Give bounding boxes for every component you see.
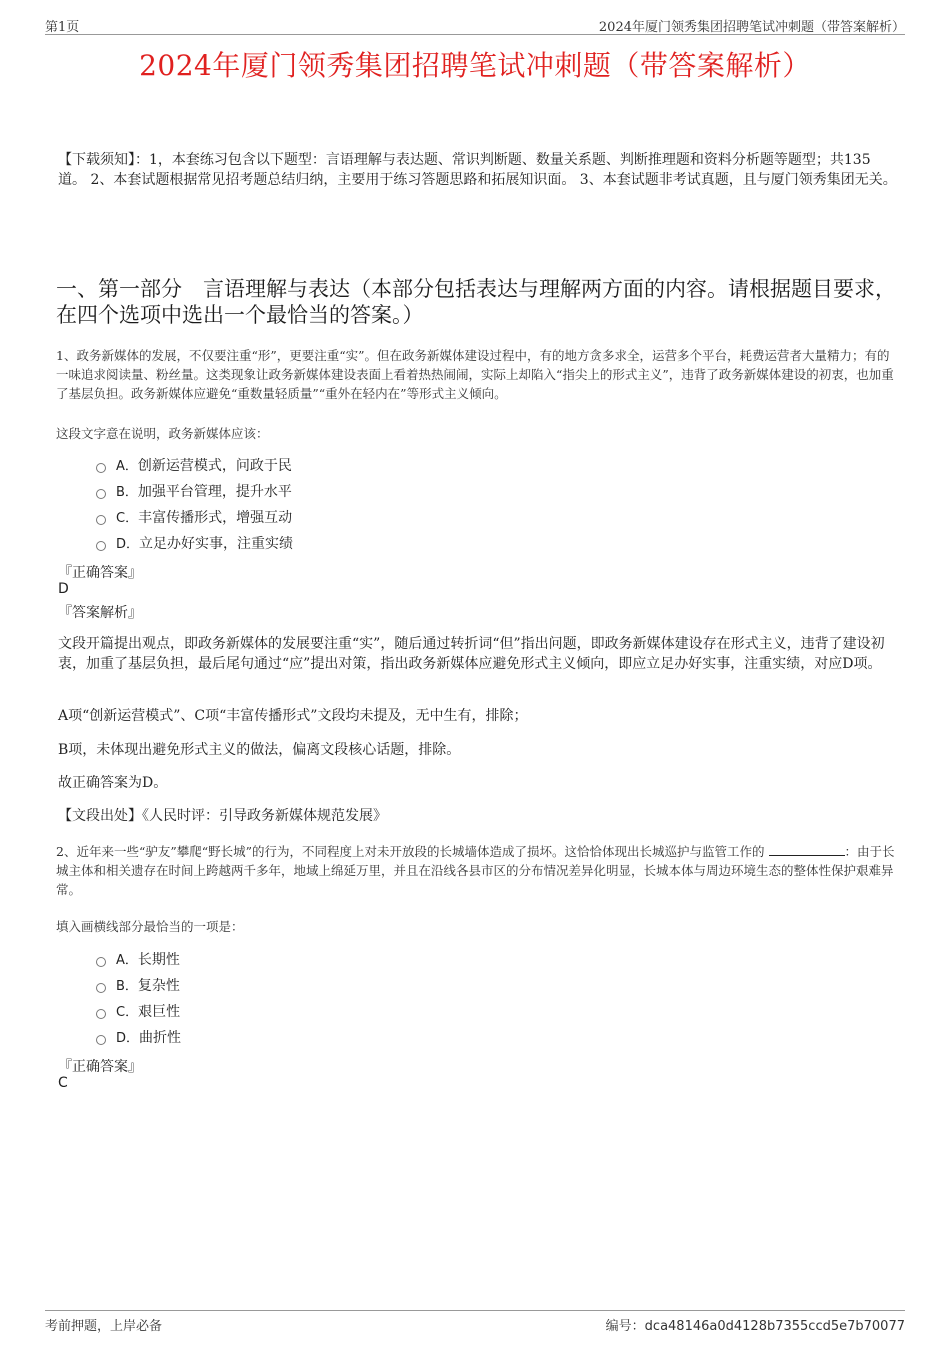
document-title: 2024年厦门领秀集团招聘笔试冲刺题（带答案解析） <box>139 49 811 82</box>
section-heading: 一、第一部分 言语理解与表达（本部分包括表达与理解两方面的内容。请根据题目要求，在四个选项中选出一个最恰当的答案。） <box>56 277 896 327</box>
radio-icon[interactable] <box>96 983 106 993</box>
question-1-analysis-label: 『答案解析』 <box>58 605 142 621</box>
footer-slogan: 考前押题，上岸必备 <box>45 1319 163 1334</box>
page-header <box>45 14 905 35</box>
question-1-option-c[interactable]: C．丰富传播形式，增强互动 <box>96 508 292 528</box>
page-number: 第1页 <box>45 20 80 35</box>
question-1-prompt: 这段文字意在说明，政务新媒体应该： <box>56 426 269 441</box>
question-2-answer-label: 『正确答案』 <box>58 1059 142 1075</box>
radio-icon[interactable] <box>96 515 106 525</box>
question-1-source: 【文段出处】《人民时评：引导政务新媒体规范发展》 <box>58 808 387 824</box>
question-1-text: 1、政务新媒体的发展，不仅要注重“形”，更要注重“实”。但在政务新媒体建设过程中，有的地方贪多求全，运营多个平台，耗费运营者大量精力；有的一味追求阅读量、粉丝量。这类现象让政务新媒体建设表面上看着热热闹闹，实际上却陷入“指尖上的形式主义”，违背了政务新媒体建设的初衷，也加重了基层负担。政务新媒体应避免“重数量轻质量”“重外在轻内在”等形式主义倾向。 <box>56 348 894 401</box>
fill-in-blank <box>769 843 845 856</box>
question-2-answer: C <box>58 1075 68 1091</box>
radio-icon[interactable] <box>96 463 106 473</box>
header-doc-title: 2024年厦门领秀集团招聘笔试冲刺题（带答案解析） <box>598 20 905 35</box>
question-1-answer-label: 『正确答案』 <box>58 565 142 581</box>
question-1-analysis-paragraph: 文段开篇提出观点，即政务新媒体的发展要注重“实”，随后通过转折词“但”指出问题，即政务新媒体建设存在形式主义，违背了建设初衷，加重了基层负担，最后尾句通过“应”提出对策，指出政务新媒体应避免形式主义倾向，即应立足办好实事，注重实绩，对应D项。 <box>58 636 885 672</box>
question-1-answer: D <box>58 581 69 597</box>
page-footer <box>45 1310 905 1333</box>
question-1-analysis-paragraph: B项，未体现出避免形式主义的做法，偏离文段核心话题，排除。 <box>58 742 461 758</box>
radio-icon[interactable] <box>96 957 106 967</box>
footer-code: 编号：dca48146a0d4128b7355ccd5e7b70077 <box>605 1319 905 1334</box>
radio-icon[interactable] <box>96 1035 106 1045</box>
question-2-option-a[interactable]: A．长期性 <box>96 950 180 970</box>
question-2-option-d[interactable]: D．曲折性 <box>96 1028 181 1048</box>
radio-icon[interactable] <box>96 541 106 551</box>
radio-icon[interactable] <box>96 1009 106 1019</box>
question-2-text: 2、近年来一些“驴友”攀爬“野长城”的行为，不同程度上对未开放段的长城墙体造成了损坏。这恰恰体现出长城巡护与监管工作的 ：由于长城主体和相关遗存在时间上跨越两千多年，地域上绵延万里，并且在沿线各县市区的分布情况差异化明显，长城本体与周边环境生态的整体性保护艰难异常。 <box>56 844 895 897</box>
question-2-option-b[interactable]: B．复杂性 <box>96 976 180 996</box>
download-notice: 【下载须知】：1，本套练习包含以下题型：言语理解与表达题、常识判断题、数量关系题、判断推理题和资料分析题等题型；共135道。 2、本套试题根据常见招考题总结归纳，主要用于练习答题思路和拓展知识面。 3、本套试题非考试真题，且与厦门领秀集团无关。 <box>58 152 897 188</box>
question-1-option-a[interactable]: A．创新运营模式，问政于民 <box>96 456 292 476</box>
question-1-analysis-paragraph: 故正确答案为D。 <box>58 775 168 791</box>
question-1-option-b[interactable]: B．加强平台管理，提升水平 <box>96 482 292 502</box>
question-1-option-d[interactable]: D．立足办好实事，注重实绩 <box>96 534 293 554</box>
radio-icon[interactable] <box>96 489 106 499</box>
question-2-prompt: 填入画横线部分最恰当的一项是： <box>56 919 244 934</box>
question-1-analysis-paragraph: A项“创新运营模式”、C项“丰富传播形式”文段均未提及，无中生有，排除； <box>58 708 528 724</box>
question-2-option-c[interactable]: C．艰巨性 <box>96 1002 180 1022</box>
